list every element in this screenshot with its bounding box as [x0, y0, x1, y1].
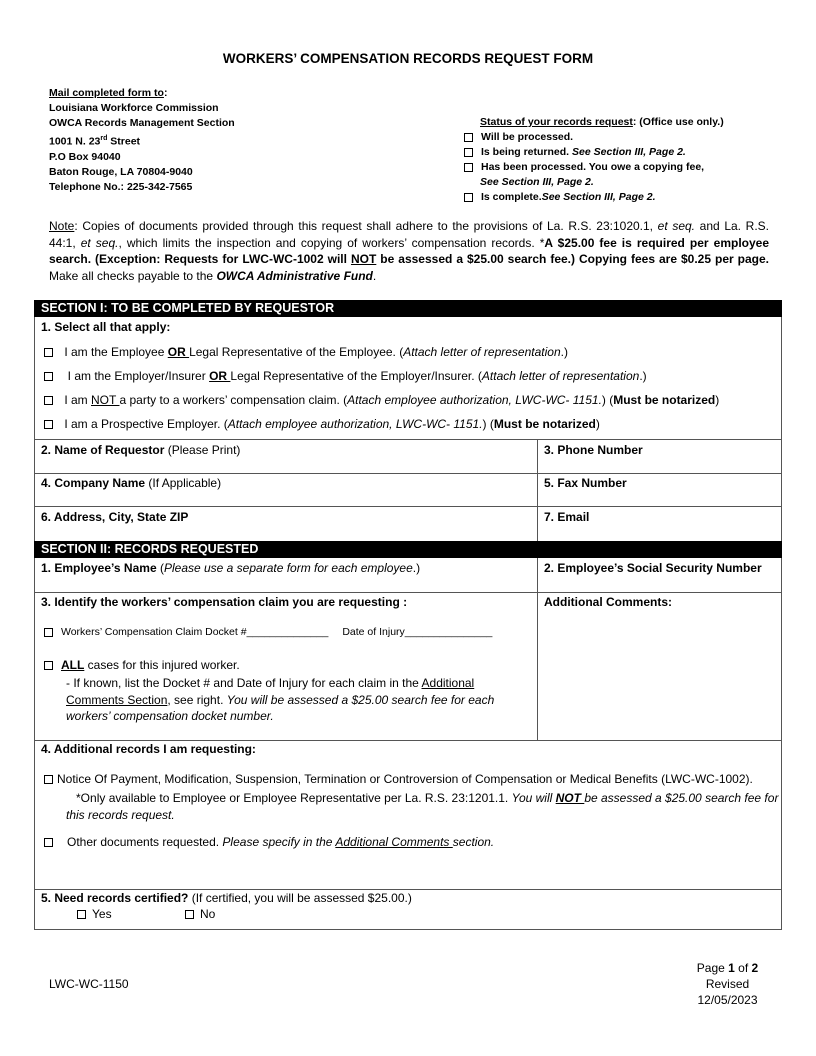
docket-checkbox[interactable]: [44, 628, 53, 637]
employer-checkbox[interactable]: [44, 372, 53, 381]
all-cases-checkbox[interactable]: [44, 661, 53, 670]
employee-name-field[interactable]: 1. Employee’s Name (Please use a separate form for each employee.): [41, 561, 421, 575]
status-processed-checkbox[interactable]: [464, 133, 473, 142]
certified-yes-checkbox[interactable]: [77, 910, 86, 919]
notice-of-payment-checkbox[interactable]: [44, 775, 53, 784]
option-all-cases: ALL cases for this injured worker.: [44, 658, 240, 672]
option-employer: I am the Employer/Insurer OR Legal Representative of the Employer/Insurer. (Attach letter of representation.): [44, 369, 647, 383]
office-status-block: Status of your records request: (Office use only.) Will be processed. Is being returned. See Section III, Page 2. Has been processed. You owe a copying fee, See Section III, Page 2. Is complete. See Section III, Page 2.: [464, 115, 724, 205]
email-field[interactable]: 7. Email: [544, 510, 590, 524]
status-returned-checkbox[interactable]: [464, 148, 473, 157]
employee-checkbox[interactable]: [44, 348, 53, 357]
fax-number-field[interactable]: 5. Fax Number: [544, 476, 627, 490]
other-documents-checkbox[interactable]: [44, 838, 53, 847]
non-party-checkbox[interactable]: [44, 396, 53, 405]
ssn-field[interactable]: 2. Employee’s Social Security Number: [544, 561, 762, 575]
certified-label: 5. Need records certified? (If certified, you will be assessed $25.00.): [41, 891, 412, 905]
address-field[interactable]: 6. Address, City, State ZIP: [41, 510, 189, 524]
revision-date: 12/05/2023: [697, 993, 758, 1007]
option-docket: [44, 626, 492, 638]
option-notice-of-payment: Notice Of Payment, Modification, Suspension, Termination or Controversion of Compensation or Medical Benefits (LWC-WC-1002).: [44, 772, 753, 786]
city-state-zip: Baton Rouge, LA 70804-9040: [49, 165, 193, 178]
mailing-address: Mail completed form to: Louisiana Workforce Commission OWCA Records Management Section 1001 N. 23rd Street P.O Box 94040 Baton Rouge, LA 70804-9040 Telephone No.: 225-342-7565: [49, 87, 235, 193]
all-cases-instructions: - If known, list the Docket # and Date of Injury for each claim in the Additional Comments Section, see right. You will be assessed a $25.00 search fee for each workers’ compensation docket number.: [66, 676, 495, 723]
option-prospective-employer: I am a Prospective Employer. (Attach employee authorization, LWC-WC- 1151.) (Must be notarized): [44, 417, 600, 431]
status-fee-owed-checkbox[interactable]: [464, 163, 473, 172]
option-certified-no: No: [185, 907, 215, 921]
status-complete-checkbox[interactable]: [464, 193, 473, 202]
requestor-name-field[interactable]: 2. Name of Requestor (Please Print): [41, 443, 241, 457]
option-certified-yes: Yes: [77, 907, 112, 921]
form-title: WORKERS’ COMPENSATION RECORDS REQUEST FORM: [222, 51, 594, 66]
fee-note: Note: Copies of documents provided through this request shall adhere to the provisions of La. R.S. 23:1020.1, et seq. and La. R.S. 44:1, et seq., which limits the inspection and copying of workers’ compensation records. *A $25.00 fee is required per employee search. (Exception: Requests for LWC-WC-1002 will NOT be assessed a $25.00 search fee.) Copying fees are $0.25 per page. Make all checks payable to the OWCA Administrative Fund.: [49, 219, 769, 283]
option-non-party: I am NOT a party to a workers’ compensation claim. (Attach employee authorization, LWC-WC- 1151.) (Must be notarized): [44, 393, 719, 407]
additional-records-label: 4. Additional records I am requesting:: [41, 742, 256, 756]
date-of-injury-field[interactable]: Date of Injury_______________: [342, 626, 493, 638]
form-id: LWC-WC-1150: [49, 977, 129, 991]
section-1-header: SECTION I: TO BE COMPLETED BY REQUESTOR: [34, 300, 782, 317]
select-all-label: 1. Select all that apply:: [41, 320, 171, 334]
certified-no-checkbox[interactable]: [185, 910, 194, 919]
page-info: Page 1 of 2 Revised 12/05/2023: [660, 960, 795, 1008]
phone-number-field[interactable]: 3. Phone Number: [544, 443, 643, 457]
agency-section: OWCA Records Management Section: [49, 117, 235, 129]
prospective-employer-checkbox[interactable]: [44, 420, 53, 429]
mail-label: Mail completed form to: [49, 87, 164, 99]
po-box: P.O Box 94040: [49, 150, 121, 163]
claim-identify-label: 3. Identify the workers’ compensation claim you are requesting :: [41, 595, 408, 609]
section-2-header: SECTION II: RECORDS REQUESTED: [34, 541, 782, 558]
docket-number-field[interactable]: Workers’ Compensation Claim Docket #______________: [61, 626, 329, 638]
telephone: Telephone No.: 225-342-7565: [49, 180, 193, 193]
option-employee: I am the Employee OR Legal Representative of the Employee. (Attach letter of representation.): [44, 345, 568, 359]
company-name-field[interactable]: 4. Company Name (If Applicable): [41, 476, 222, 490]
additional-comments-field[interactable]: Additional Comments:: [544, 595, 672, 609]
agency-name: Louisiana Workforce Commission: [49, 102, 219, 114]
street-address: 1001 N. 23rd Street: [49, 135, 141, 148]
option-other-documents: Other documents requested. Please specify in the Additional Comments section.: [44, 835, 494, 849]
notice-of-payment-details: *Only available to Employee or Employee Representative per La. R.S. 23:1201.1. You will NOT be assessed a $25.00 search fee for this records request.: [66, 791, 779, 822]
